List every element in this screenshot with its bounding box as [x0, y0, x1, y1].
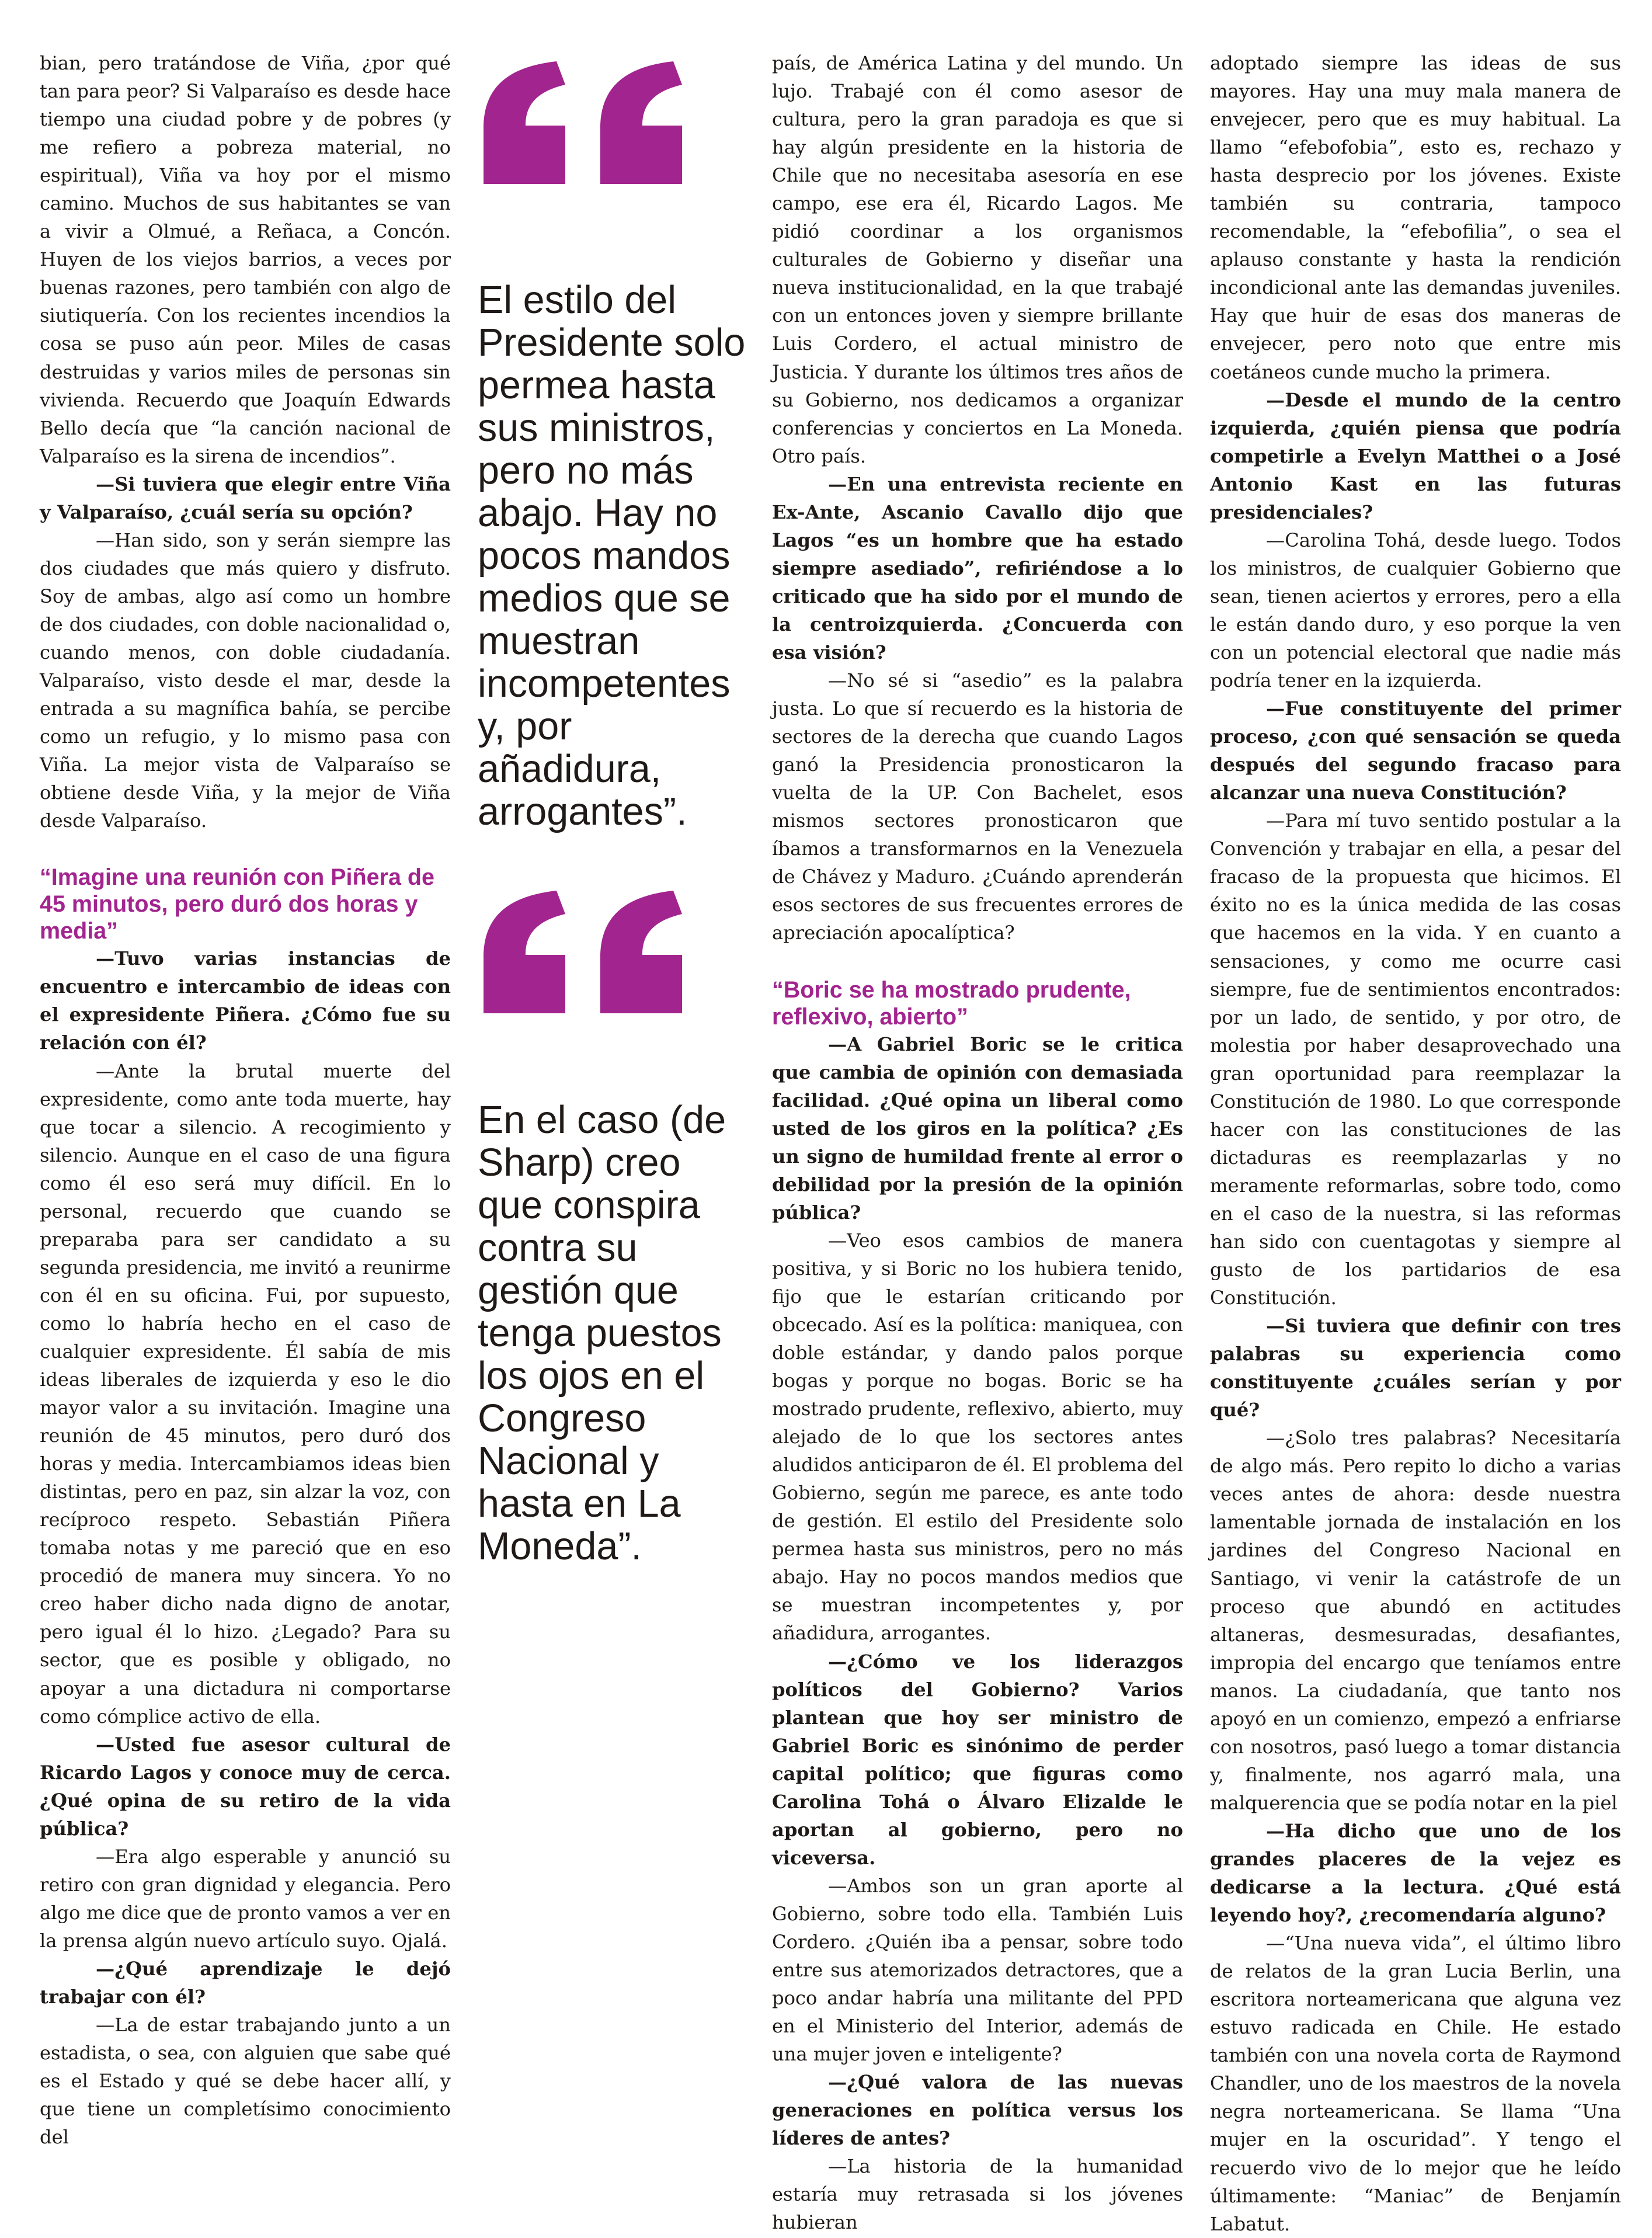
- interview-answer: —Era algo esperable y anunció su retiro con gran dignidad y elegancia. Pero algo me dice que de pronto vamos a ver en la prensa algún nuevo artículo suyo. Ojalá.: [40, 1845, 451, 1952]
- article-column-4: [1210, 49, 1621, 2238]
- interview-question: —Desde el mundo de la centro izquierda, ¿quién piensa que podría competirle a Evelyn Matthei o a José Antonio Kast en las futuras presidenciales?: [1210, 388, 1621, 523]
- interview-answer: —Ante la brutal muerte del expresidente, como ante toda muerte, hay que tocar a silencio. A recogimiento y silencio. Aunque en el caso de una figura como él eso será muy difícil. En lo personal, recuerdo que cuando se preparaba para ser candidato a su segunda presidencia, me invitó a reunirme con él en su oficina. Fui, por supuesto, como lo habría hecho en el caso de cualquier expresidente. Él sabía de mis ideas liberales de izquierda y eso le dio mayor valor a su invitación. Imagine una reunión de 45 minutos, pero duró dos horas y media. Intercambiamos ideas bien distintas, pero en paz, sin alzar la voz, con recíproco respeto. Sebastián Piñera tomaba notas y me pareció que en eso procedió de manera muy sincera. Yo no creo haber dicho nada digno de anotar, pero igual él lo hizo. ¿Legado? Para su sector, que es posible y obligado, no apoyar a una dictadura ni comportarse como cómplice activo de ella.: [40, 1059, 451, 1728]
- opening-quote-icon: [478, 888, 752, 1016]
- article-column-1: [40, 49, 451, 2151]
- article-column-3: [772, 49, 1183, 2237]
- interview-question: —En una entrevista reciente en Ex-Ante, Ascanio Cavallo dijo que Lagos “es un hombre que ha estado siempre asediado”, refiriéndose a lo criticado que ha sido por el mundo de la centroizquierda. ¿Concuerda con esa visión?: [772, 472, 1183, 663]
- pull-quote-2: [478, 888, 752, 1568]
- paragraph: bian, pero tratándose de Viña, ¿por qué tan para peor? Si Valparaíso es desde hace tiempo una ciudad pobre y de pobres (y me refiero a pobreza material, no espiritual), Viña va hoy por el mismo camino. Muchos de sus habitantes se van a vivir a Olmué, a Reñaca, a Concón. Huyen de los viejos barrios, a veces por buenas razones, pero también con algo de siutiquería. Con los recientes incendios la cosa se puso aún peor. Miles de casas destruidas y varios miles de personas sin vivienda. Recuerdo que Joaquín Edwards Bello decía que “la canción nacional de Valparaíso es la sirena de incendios”.: [40, 52, 451, 467]
- interview-answer: —No sé si “asedio” es la palabra justa. Lo que sí recuerdo es la historia de sectores de la derecha que cuando Lagos ganó la Presidencia pronosticaron la vuelta de la UP. Con Bachelet, esos mismos sectores pronosticaron que íbamos a transformarnos en la Venezuela de Chávez y Maduro. ¿Cuándo aprenderán esos sectores de sus frecuentes errores de apreciación apocalíptica?: [772, 669, 1183, 944]
- interview-question: —Fue constituyente del primer proceso, ¿con qué sensación se queda después del segundo fracaso para alcanzar una nueva Constitución?: [1210, 697, 1621, 804]
- interview-question: —Usted fue asesor cultural de Ricardo Lagos y conoce muy de cerca. ¿Qué opina de su retiro de la vida pública?: [40, 1733, 451, 1840]
- interview-answer: —Para mí tuvo sentido postular a la Convención y trabajar en ella, a pesar del fracaso de la propuesta que hicimos. El éxito no es la única medida de las cosas que hacemos en la vida. Y en cuanto a sensaciones, y como me ocurre casi siempre, fue de sentimientos encontrados: por un lado, de sentido, y por otro, de molestia por haber desaprovechado una gran oportunidad para reemplazar la Constitución de 1980. Lo que corresponde hacer con las constituciones de las dictaduras es reemplazarlas y no meramente reformarlas, sobre todo, como en el caso de la nuestra, si las reformas han sido con cuentagotas y siempre al gusto de los partidarios de esa Constitución.: [1210, 809, 1621, 1309]
- paragraph: adoptado siempre las ideas de sus mayores. Hay una muy mala manera de envejecer, pero que es muy habitual. La llamo “efebofobia”, esto es, rechazo y hasta desprecio por los jóvenes. Existe también su contraria, tampoco recomendable, la “efebofilia”, o sea el aplauso constante y hasta la rendición incondicional ante las demandas juveniles. Hay que huir de esas dos maneras de envejecer, pero noto que entre mis coetáneos cunde mucho la primera.: [1210, 52, 1621, 383]
- section-subhead: “Imagine una reunión con Piñera de 45 minutos, pero duró dos horas y media”: [40, 864, 435, 944]
- interview-question: —A Gabriel Boric se le critica que cambia de opinión con demasiada facilidad. ¿Qué opina un liberal como usted de los giros en la política? ¿Es un signo de humildad frente al error o debilidad por la presión de la opinión pública?: [772, 1033, 1183, 1224]
- interview-answer: —Carolina Tohá, desde luego. Todos los ministros, de cualquier Gobierno que sean, tienen aciertos y errores, pero a ella le están dando duro, y eso porque la ven con un potencial electoral que nadie más podría tener en la izquierda.: [1210, 529, 1621, 692]
- pull-quote-1: [478, 58, 752, 833]
- interview-answer: —Han sido, son y serán siempre las dos ciudades que más quiero y disfruto. Soy de ambas, algo así como un hombre de dos ciudades, con doble nacionalidad o, cuando menos, con doble ciudadanía. Valparaíso, visto desde el mar, desde la entrada a su magnífica bahía, se percibe como un refugio, y lo mismo pasa con Viña. La mejor vista de Valparaíso se obtiene desde Viña, y la mejor de Viña desde Valparaíso.: [40, 529, 451, 832]
- interview-question: —Si tuviera que definir con tres palabras su experiencia como constituyente ¿cuáles serían y por qué?: [1210, 1315, 1621, 1422]
- section-subhead: “Boric se ha mostrado prudente, reflexivo, abierto”: [772, 976, 1131, 1030]
- interview-answer: —Ambos son un gran aporte al Gobierno, sobre todo ella. También Luis Cordero. ¿Quién iba a pensar, sobre todo entre sus atemorizados detractores, que a poco andar habría una militante del PPD en el Ministerio del Interior, además de una mujer joven e inteligente?: [772, 1874, 1183, 2066]
- interview-question: —Si tuviera que elegir entre Viña y Valparaíso, ¿cuál sería su opción?: [40, 472, 451, 523]
- interview-answer: —Veo esos cambios de manera positiva, y si Boric no los hubiera tenido, fijo que le estarían criticando por obcecado. Así es la política: maniquea, con doble estándar, y dando palos porque bogas y porque no bogas. Boric se ha mostrado prudente, reflexivo, abierto, muy alejado de lo que los sectores antes aludidos anticiparon de él. El problema del Gobierno, según me parece, es ante todo de gestión. El estilo del Presidente solo permea hasta sus ministros, pero no más abajo. Hay no pocos mandos medios que se muestran incompetentes y, por añadidura, arrogantes.: [772, 1229, 1183, 1645]
- interview-answer: —“Una nueva vida”, el último libro de relatos de la gran Lucia Berlin, una escritora norteamericana que alguna vez estuvo radicada en Chile. He estado también con una novela corta de Raymond Chandler, uno de los maestros de la novela negra norteamericana. Se llama “Una mujer en la oscuridad”. Y tengo el recuerdo vivo de lo mejor que he leído últimamente: “Maniac” de Benjamín Labatut.: [1210, 1932, 1621, 2235]
- interview-question: —¿Cómo ve los liderazgos políticos del Gobierno? Varios plantean que hoy ser ministro de Gabriel Boric es sinónimo de perder capital político; que figuras como Carolina Tohá o Álvaro Elizalde le aportan al gobierno, pero no viceversa.: [772, 1650, 1183, 1869]
- interview-question: —Tuvo varias instancias de encuentro e intercambio de ideas con el expresidente Piñera. ¿Cómo fue su relación con él?: [40, 947, 451, 1054]
- interview-question: —¿Qué valora de las nuevas generaciones en política versus los líderes de antes?: [772, 2071, 1183, 2150]
- opening-quote-icon: [478, 58, 752, 187]
- pull-quote-text: En el caso (de Sharp) creo que conspira contra su gestión que tenga puestos los ojos en el Congreso Nacional y hasta en La Moneda”.: [478, 1099, 726, 1568]
- interview-answer: —¿Solo tres palabras? Necesitaría de algo más. Pero repito lo dicho a varias veces antes de ahora: desde nuestra lamentable jornada de instalación en los jardines del Congreso Nacional en Santiago, vi venir la catástrofe de un proceso que abundó en actitudes altaneras, desmesuradas, desafiantes, impropia del encargo que teníamos entre manos. La ciudadanía, que tanto nos apoyó en un comienzo, empezó a enfriarse con nosotros, pasó luego a tomar distancia y, finalmente, nos agarró mala, una malquerencia que se podía notar en la piel: [1210, 1427, 1621, 1814]
- paragraph: país, de América Latina y del mundo. Un lujo. Trabajé con él como asesor de cultura, pero la gran paradoja es que si hay algún presidente en la historia de Chile que no necesitaba asesoría en ese campo, ese era él, Ricardo Lagos. Me pidió coordinar a los organismos culturales de Gobierno y diseñar una nueva institucionalidad, en la que trabajé con un entonces joven y siempre brillante Luis Cordero, el actual ministro de Justicia. Y durante los últimos tres años de su Gobierno, nos dedicamos a organizar conferencias y conciertos en La Moneda. Otro país.: [772, 52, 1183, 467]
- pull-quote-text: El estilo del Presidente solo permea hasta sus ministros, pero no más abajo. Hay no pocos mandos medios que se muestran incompetentes y, por añadidura, arrogantes”.: [478, 279, 746, 833]
- interview-question: —Ha dicho que uno de los grandes placeres de la vejez es dedicarse a la lectura. ¿Qué está leyendo hoy?, ¿recomendaría alguno?: [1210, 1819, 1621, 1927]
- interview-question: —¿Qué aprendizaje le dejó trabajar con él?: [40, 1958, 451, 2008]
- interview-answer: —La historia de la humanidad estaría muy retrasada si los jóvenes hubieran: [772, 2155, 1183, 2234]
- interview-answer: —La de estar trabajando junto a un estadista, o sea, con alguien que sabe qué es el Estado y qué se debe hacer allí, y que tiene un completísimo conocimiento del: [40, 2014, 451, 2149]
